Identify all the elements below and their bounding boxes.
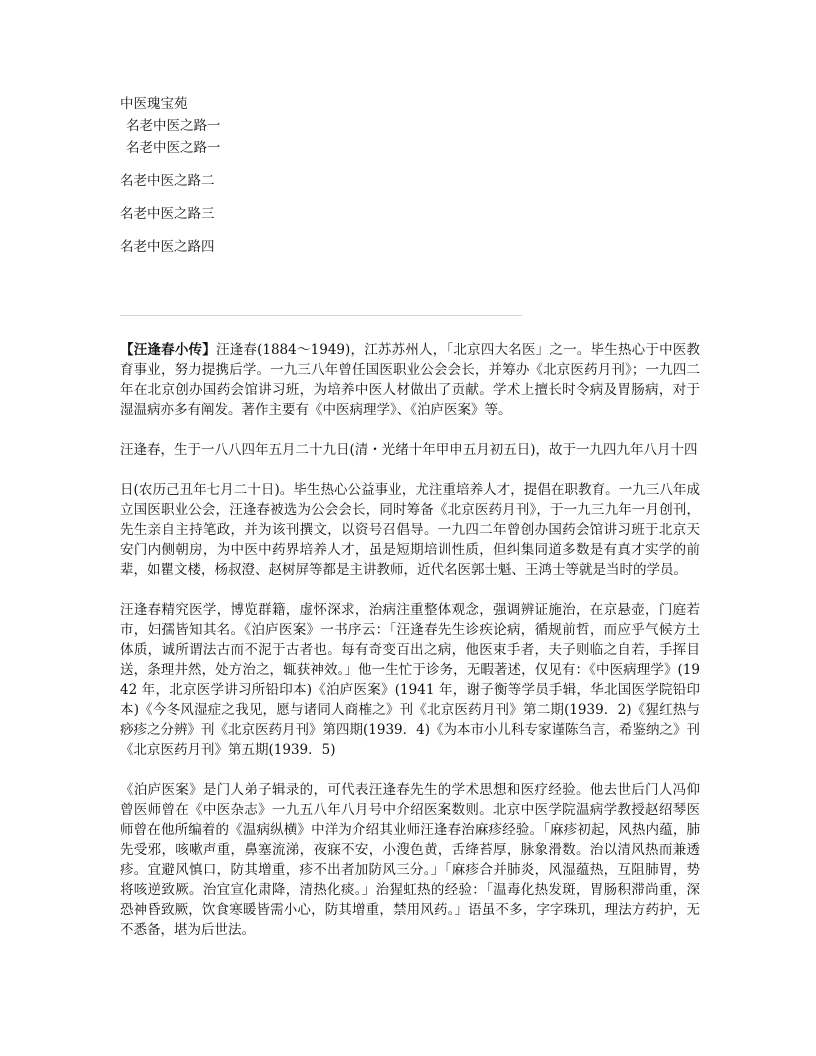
nav-link-road-1[interactable]: 名老中医之路一 bbox=[126, 118, 221, 134]
career-paragraph: 日(农历己丑年七月二十日)。毕生热心公益事业，尤注重培养人才，提倡在职教育。一九三八年成立国医职业公会，汪逢春被选为公会会长，同时筹备《北京医药月刊》，于一九三九年一月创刊，先生亲自主持笔政，并为该刊撰文，以资号召倡导。一九四二年曾创办国药会馆讲习班于北京天安门内侧朝房，为中医中药界培养人才，虽是短期培训性质，但纠集同道多数是有真才实学的前辈，如瞿文楼，杨叔澄、赵树屏等都是主讲教师，近代名医郭士魁、王鸿士等就是当时的学员。 bbox=[120, 482, 700, 578]
nav-link-road-1-duplicate[interactable]: 名老中医之路一 bbox=[126, 140, 221, 156]
horizontal-divider: ________________________________________________________________________________ bbox=[120, 307, 522, 317]
site-title-link[interactable]: 中医瑰宝苑 bbox=[120, 96, 188, 112]
nav-spacer bbox=[120, 192, 700, 203]
bio-heading: 【汪逢春小传】 bbox=[120, 342, 216, 358]
bio-paragraph bbox=[120, 340, 700, 420]
cases-paragraph: 《泊庐医案》是门人弟子辑录的，可代表汪逢春先生的学术思想和医疗经验。他去世后门人冯仰曾医师曾在《中医杂志》一九五八年八月号中介绍医案数则。北京中医学院温病学教授赵绍琴医师曾在他所编着的《温病纵横》中洋为介绍其业师汪逢春治麻疹经验。「麻疹初起，风热内蕴，肺先受邪，咳嗽声重，鼻塞流涕，夜寐不安，小溲色黄，舌绛苔厚，脉象滑数。治以清风热而兼透疹。宜避风慎口，防其增重，疹不出者加防风三分。」「麻疹合并肺炎，风湿蕴热，互阻肺胃，势将咳逆致厥。治宜宣化肃降，清热化痰。」治猩虹热的经验：「温毒化热发斑，胃肠积滞尚重，深恐神昏致厥，饮食寒暖皆需小心，防其增重，禁用风药。」语虽不多，字字珠玑，理法方药护，无不悉备，堪为后世法。 bbox=[120, 782, 700, 938]
nav-link-road-4[interactable]: 名老中医之路四 bbox=[120, 239, 215, 255]
page-content bbox=[120, 93, 700, 960]
bio-text: 汪逢春(1884～1949)，江苏苏州人，「北京四大名医」之一。毕生热心于中医教育事业，努力提携后学。一九三八年曾任国医职业公会会长，并筹办《北京医药月刊》；一九四二年在北京创办国药会馆讲习班，为培养中医人材做出了贡献。学术上擅长时令病及胃肠病，对于湿温病亦多有阐发。著作主要有《中医病理学》、《泊庐医案》等。 bbox=[120, 342, 701, 418]
nav-spacer bbox=[120, 159, 700, 170]
nav-link-road-3[interactable]: 名老中医之路三 bbox=[120, 206, 215, 222]
article-body bbox=[120, 340, 700, 940]
birth-paragraph: 汪逢春，生于一八八四年五月二十九日(清・光绪十年甲申五月初五日)，故于一九四九年八月十四 bbox=[120, 442, 698, 458]
nav-spacer bbox=[120, 225, 700, 236]
works-paragraph: 汪逢春精究医学，博览群籍，虚怀深求，治病注重整体观念，强调辨证施治，在京悬壶，门庭若市，妇孺皆知其名。《泊庐医案》一书序云：「汪逢春先生诊疾论病，循规前哲，而应乎气候方土体质，诚所谓法古而不泥于古者也。每有奇变百出之病，他医束手者，夫子则临之自若，手挥目送，条理井然，处方治之，辄获神效。」他一生忙于诊务，无暇著述，仅见有：《中医病理学》(1942 年，北京医学讲习所铅印本)《泊庐医案》(1941 年，谢子衡等学员手辑，华北国医学院铅印本)《今冬风湿症之我见，愿与诸同人商榷之》刊《北京医药月刊》第二期(1939．2)《猩红热与痧疹之分辨》刊《北京医药月刊》第四期(1939．4)《为本市小儿科专家谨陈刍言，希鉴纳之》刊《北京医药月刊》第五期(1939．5) bbox=[120, 602, 700, 758]
nav-link-road-2[interactable]: 名老中医之路二 bbox=[120, 173, 215, 189]
